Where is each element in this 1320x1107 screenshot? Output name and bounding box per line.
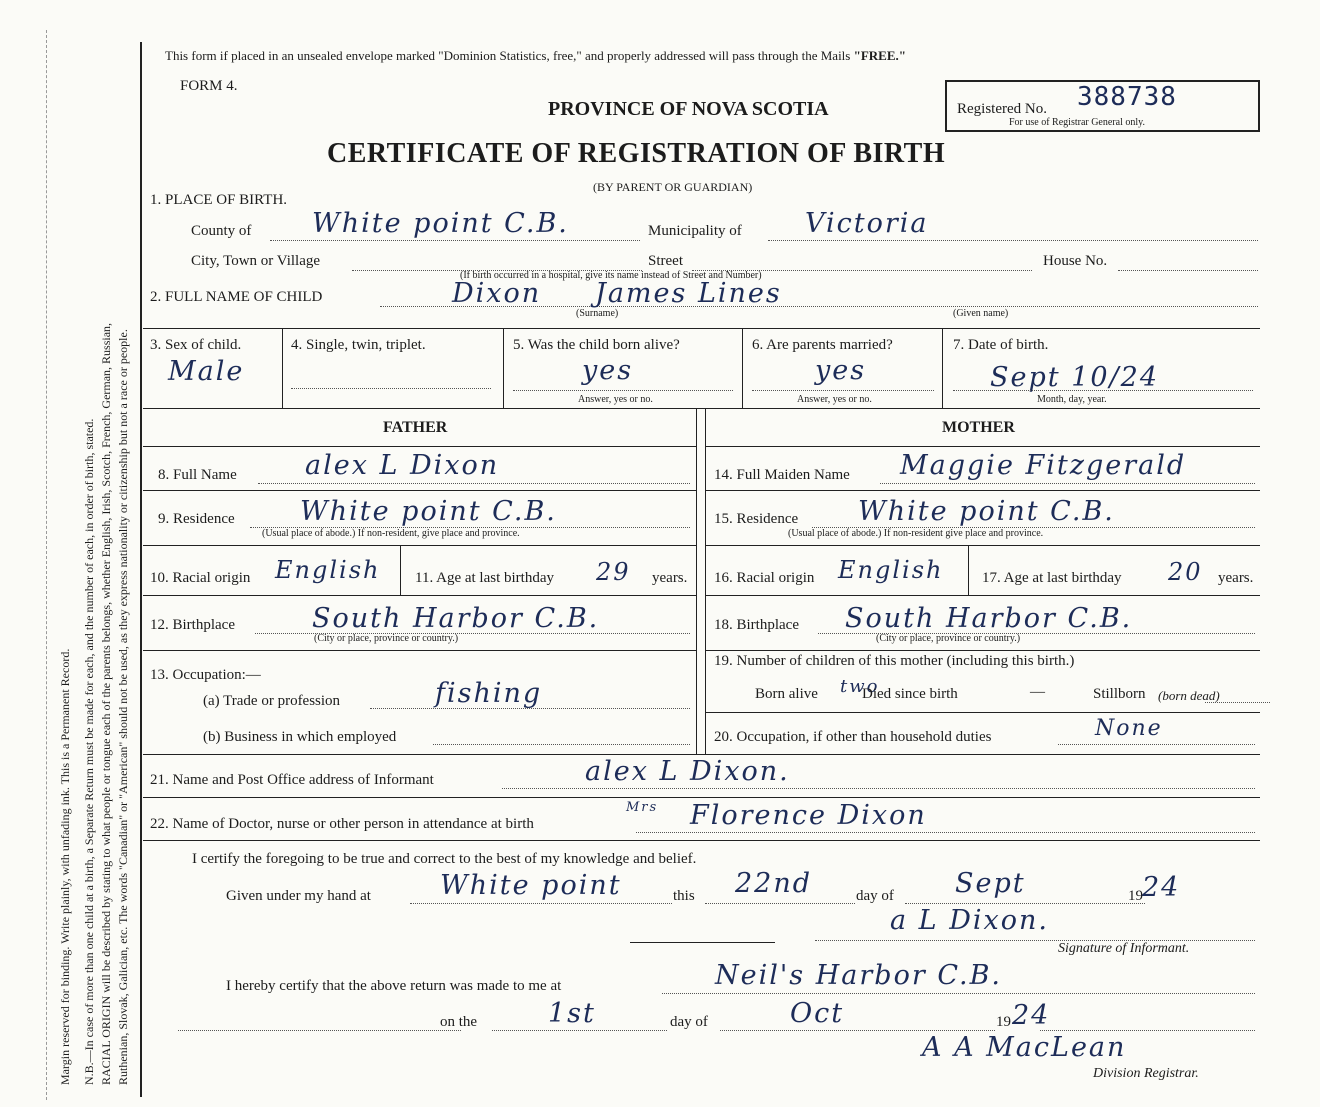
racial-note-1: RACIAL ORIGIN will be described by stating to what people or tongue each of the parents belongs, whether English, Irish, Scotch, French, German, Russian, <box>99 322 113 1085</box>
reg-day-of-label: day of <box>670 1014 708 1030</box>
father-race-label: 10. Racial origin <box>150 570 251 586</box>
margin-border <box>140 42 142 1097</box>
father-name: alex L Dixon <box>305 450 500 481</box>
father-age-label: 11. Age at last birthday <box>415 570 554 586</box>
child-name-label: 2. FULL NAME OF CHILD <box>150 289 323 305</box>
married-value: yes <box>815 355 867 386</box>
form-number: FORM 4. <box>180 78 238 94</box>
father-age: 29 <box>596 558 631 586</box>
child-surname: Dixon <box>452 278 542 309</box>
registered-number: 388738 <box>1077 82 1177 112</box>
mother-age-label: 17. Age at last birthday <box>982 570 1122 586</box>
registrar-note: For use of Registrar General only. <box>1009 117 1145 128</box>
cert-year: 24 <box>1142 872 1181 903</box>
county-label: County of <box>191 223 252 239</box>
given-place: White point <box>440 870 622 901</box>
place-of-birth-heading: 1. PLACE OF BIRTH. <box>150 192 288 208</box>
signature-caption: Signature of Informant. <box>1058 941 1190 956</box>
mother-name: Maggie Fitzgerald <box>900 450 1187 481</box>
page-subtitle: (BY PARENT OR GUARDIAN) <box>593 180 753 194</box>
trade-label: (a) Trade or profession <box>203 693 341 709</box>
doctor-prefix: Mrs <box>626 800 659 815</box>
mother-abode-note: (Usual place of abode.) If non-resident give place and province. <box>788 528 1044 539</box>
father-birthplace-label: 12. Birthplace <box>150 617 235 633</box>
born-alive-note: Answer, yes or no. <box>578 394 653 405</box>
on-the-label: on the <box>440 1014 478 1030</box>
father-bp-note: (City or place, province or country.) <box>314 633 459 644</box>
born-alive-count-label: Born alive <box>755 686 818 702</box>
street-label: Street <box>648 253 683 269</box>
father-residence-label: 9. Residence <box>158 511 235 527</box>
father-race: English <box>275 556 381 584</box>
county-value: White point C.B. <box>312 208 569 239</box>
mother-years: years. <box>1218 570 1254 586</box>
surname-caption: (Surname) <box>576 308 619 319</box>
nb-note: N.B.—In case of more than one child at a birth, a Separate Return must be made for each, and the number of each, in order of birth, stated. <box>82 418 96 1085</box>
born-alive-value: yes <box>582 355 634 386</box>
father-years: years. <box>652 570 688 586</box>
plurality-label: 4. Single, twin, triplet. <box>291 337 426 353</box>
day-of-label: day of <box>856 888 894 904</box>
trade-value: fishing <box>435 678 543 709</box>
died-label: Died since birth <box>862 686 958 702</box>
stillborn-label: Stillborn <box>1093 686 1146 702</box>
racial-note-2: Ruthenian, Slovak, Galician, etc. The words "Canadian" or "American" should not be used, as they express nationality or citizenship but not a race or people. <box>116 329 130 1085</box>
municipality-value: Victoria <box>805 208 929 239</box>
doctor-value: Florence Dixon <box>690 800 927 831</box>
died-value: — <box>1030 684 1045 700</box>
date-of-birth-value: Sept 10/24 <box>990 362 1160 393</box>
occupation-label: 13. Occupation:— <box>150 667 261 683</box>
father-residence: White point C.B. <box>300 496 557 527</box>
given-under-label: Given under my hand at <box>226 888 371 904</box>
registration-year: 24 <box>1012 1000 1051 1031</box>
certify-statement: I certify the foregoing to be true and correct to the best of my knowledge and belief. <box>192 851 697 867</box>
city-label: City, Town or Village <box>191 253 321 269</box>
given-caption: (Given name) <box>953 308 1009 319</box>
stillborn-note: (born dead) <box>1158 688 1220 703</box>
reg-year-prefix: 19 <box>996 1014 1011 1030</box>
mother-birthplace-label: 18. Birthplace <box>714 617 799 633</box>
cert-day: 22nd <box>735 868 813 899</box>
born-alive-count: two <box>840 676 880 697</box>
registrar-caption: Division Registrar. <box>1093 1066 1199 1081</box>
mother-occupation-label: 20. Occupation, if other than household duties <box>714 729 992 745</box>
margin-dotted <box>46 30 47 1100</box>
mother-race-label: 16. Racial origin <box>714 570 815 586</box>
hospital-note: (If birth occurred in a hospital, give its name instead of Street and Number) <box>460 270 762 281</box>
municipality-label: Municipality of <box>648 223 742 239</box>
mail-note: This form if placed in an unsealed envelope marked "Dominion Statistics, free," and properly addressed will pass through the Mails "FREE." <box>165 48 906 63</box>
this-label: this <box>673 888 695 904</box>
mother-residence: White point C.B. <box>858 496 1115 527</box>
born-alive-label: 5. Was the child born alive? <box>513 337 680 353</box>
informant-label: 21. Name and Post Office address of Informant <box>150 772 434 788</box>
date-note: Month, day, year. <box>1037 394 1107 405</box>
province-heading: PROVINCE OF NOVA SCOTIA <box>548 98 829 120</box>
informant-signature: a L Dixon. <box>890 905 1049 936</box>
father-name-label: 8. Full Name <box>158 467 237 483</box>
registered-box <box>945 80 1260 132</box>
married-note: Answer, yes or no. <box>797 394 872 405</box>
mother-name-label: 14. Full Maiden Name <box>714 467 850 483</box>
doctor-label: 22. Name of Doctor, nurse or other person in attendance at birth <box>150 816 534 832</box>
mother-residence-label: 15. Residence <box>714 511 799 527</box>
child-given-name: James Lines <box>595 278 782 309</box>
married-label: 6. Are parents married? <box>752 337 893 353</box>
father-abode-note: (Usual place of abode.) If non-resident, give place and province. <box>262 528 520 539</box>
registration-place: Neil's Harbor C.B. <box>715 960 1003 991</box>
registrar-signature: A A MacLean <box>922 1032 1127 1063</box>
mother-bp-note: (City or place, province or country.) <box>876 633 1021 644</box>
cert-year-prefix: 19 <box>1128 888 1143 904</box>
mother-race: English <box>838 556 944 584</box>
children-label: 19. Number of children of this mother (including this birth.) <box>714 653 1075 669</box>
father-birthplace: South Harbor C.B. <box>312 603 600 634</box>
house-label: House No. <box>1043 253 1108 269</box>
registration-month: Oct <box>790 998 845 1029</box>
registered-label: Registered No. <box>957 101 1047 117</box>
sex-label: 3. Sex of child. <box>150 337 242 353</box>
business-label: (b) Business in which employed <box>203 729 397 745</box>
registration-day: 1st <box>548 998 596 1029</box>
sex-value: Male <box>168 356 245 387</box>
page-title: CERTIFICATE OF REGISTRATION OF BIRTH <box>327 138 946 169</box>
date-of-birth-label: 7. Date of birth. <box>953 337 1049 353</box>
mother-age: 20 <box>1168 558 1203 586</box>
mother-occupation: None <box>1095 716 1163 741</box>
informant-value: alex L Dixon. <box>585 756 790 787</box>
father-heading: FATHER <box>383 419 448 436</box>
cert-month: Sept <box>955 868 1026 899</box>
mother-birthplace: South Harbor C.B. <box>845 603 1133 634</box>
mother-heading: MOTHER <box>942 419 1015 436</box>
margin-note: Margin reserved for binding. Write plainly, with unfading ink. This is a Permanent Record. <box>58 648 72 1085</box>
registrar-statement: I hereby certify that the above return was made to me at <box>226 978 562 994</box>
